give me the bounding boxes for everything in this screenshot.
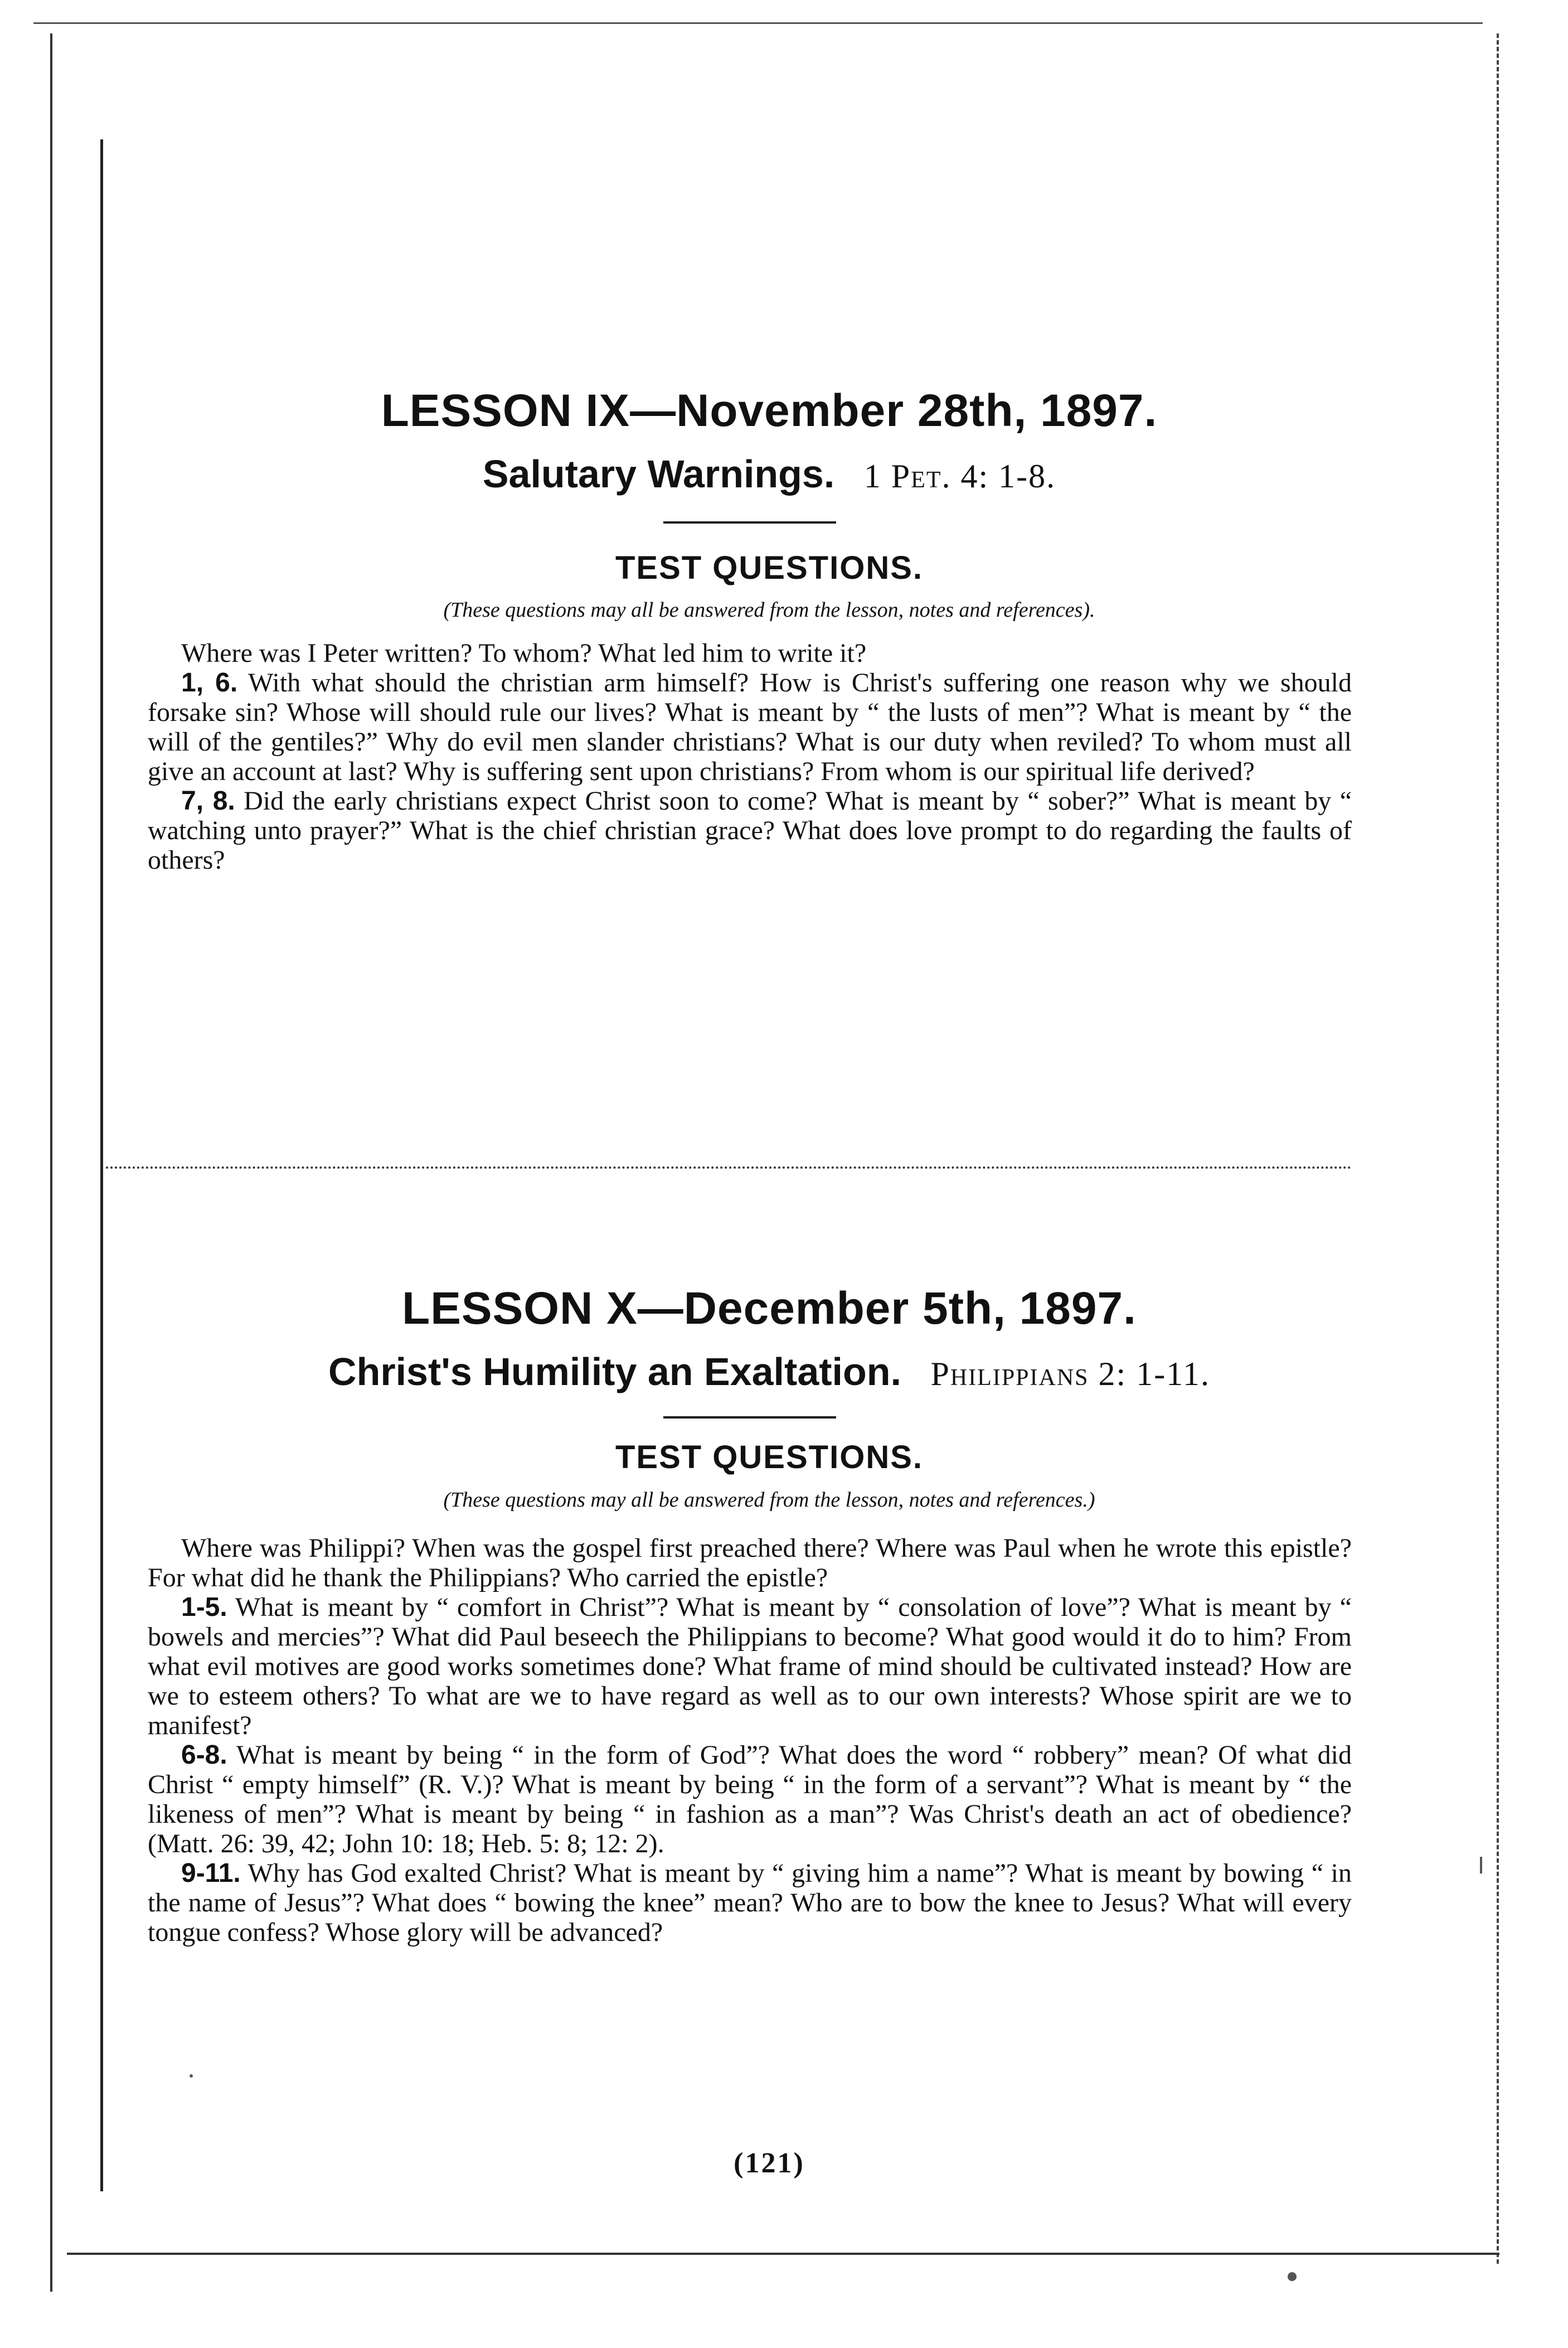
lesson-10-question-paragraph [148,1592,1352,1740]
page-border-left-outer [50,33,52,2292]
lesson-10-para-intro-text: Where was Philippi? When was the gospel first preached there? Where was Paul when he wrote this epistle? For what did he thank the Philippians? Who carried the epistle? [148,1533,1352,1592]
lesson-10-subtitle [100,1349,1438,1395]
lesson-9-subtitle [100,452,1438,497]
verse-number: 6-8. [181,1740,227,1770]
lesson-10-rule [663,1416,836,1419]
lesson-9-title: LESSON IX—November 28th, 1897. [381,385,1158,436]
lesson-9-question-paragraph [148,786,1352,875]
lesson-10-scripture-reference: Philippians 2: 1-11. [930,1355,1210,1392]
lesson-10-note: (These questions may all be answered from the lesson, notes and references.) [443,1488,1095,1512]
scan-speck [1288,2272,1297,2281]
verse-number: 9-11. [181,1858,241,1888]
scan-speck [1480,1857,1482,1873]
lesson-9-test-questions-heading: TEST QUESTIONS. [615,550,924,586]
verse-number: 7, 8. [181,786,235,816]
page-border-left-inner [100,139,103,2191]
lesson-10-test-questions-heading: TEST QUESTIONS. [615,1439,924,1475]
lesson-9-para-intro-text: Where was I Peter written? To whom? What led him to write it? [181,638,867,668]
lesson-10-question-paragraph [148,1858,1352,1947]
lesson-10-para-text: Why has God exalted Christ? What is meant by “ giving him a name”? What is meant by bowing “ in the name of Jesus”? What does “ bowing the knee” mean? Who are to bow the knee to Jesus? What will every tongue confess? Whose glory will be advanced? [148,1858,1352,1947]
lesson-9-subtitle-main: Salutary Warnings. [482,452,835,496]
scan-speck [190,2074,193,2078]
lesson-10-title: LESSON X—December 5th, 1897. [402,1283,1137,1334]
lesson-10-para-text: What is meant by “ comfort in Christ”? What is meant by “ consolation of love”? What is meant by “ bowels and mercies”? What did Paul beseech the Philippians to become? What good would it do to him? From what evil motives are good works sometimes done? What frame of mind should be cultivated instead? How are we to esteem others? To what are we to have regard as well as to our own interests? Whose spirit are we to manifest? [148,1592,1352,1740]
lesson-10-question-paragraph [148,1740,1352,1858]
lesson-9-note: (These questions may all be answered from the lesson, notes and references). [443,598,1095,622]
page-border-top [33,22,1483,24]
lesson-10-questions [148,1533,1352,1947]
lesson-separator [106,1166,1352,1169]
page-border-right [1497,33,1499,2264]
lesson-10-question-paragraph [148,1533,1352,1592]
lesson-9-questions [148,638,1352,875]
lesson-9-para-text: With what should the christian arm himself? How is Christ's suffering one reason why we should forsake sin? Whose will should rule our lives? What is meant by “ the lusts of men”? What is meant by “ the will of the gentiles?” Why do evil men slander christians? What is our duty when reviled? To whom must all give an account at last? Why is suffering sent upon christians? From whom is our spiritual life derived? [148,668,1352,786]
page-number: (121) [734,2147,805,2179]
lesson-9-scripture-reference: 1 Pet. 4: 1-8. [863,458,1056,495]
verse-number: 1, 6. [181,668,238,698]
verse-number: 1-5. [181,1592,227,1622]
lesson-9-question-paragraph [148,638,1352,668]
page-border-bottom [67,2253,1499,2255]
lesson-9-question-paragraph [148,668,1352,786]
lesson-9-para-text: Did the early christians expect Christ soon to come? What is meant by “ sober?” What is meant by “ watching unto prayer?” What is the chief christian grace? What does love prompt to do regarding the faults of others? [148,786,1352,875]
lesson-10-para-text: What is meant by being “ in the form of God”? What does the word “ robbery” mean? Of what did Christ “ empty himself” (R. V.)? What is meant by being “ in the form of a servant”? What is meant by “ the likeness of men”? What is meant by being “ in fashion as a man”? Was Christ's death an act of obedience? (Matt. 26: 39, 42; John 10: 18; Heb. 5: 8; 12: 2). [148,1740,1352,1858]
lesson-10-subtitle-main: Christ's Humility an Exaltation. [328,1350,901,1393]
lesson-9-rule [663,521,836,524]
